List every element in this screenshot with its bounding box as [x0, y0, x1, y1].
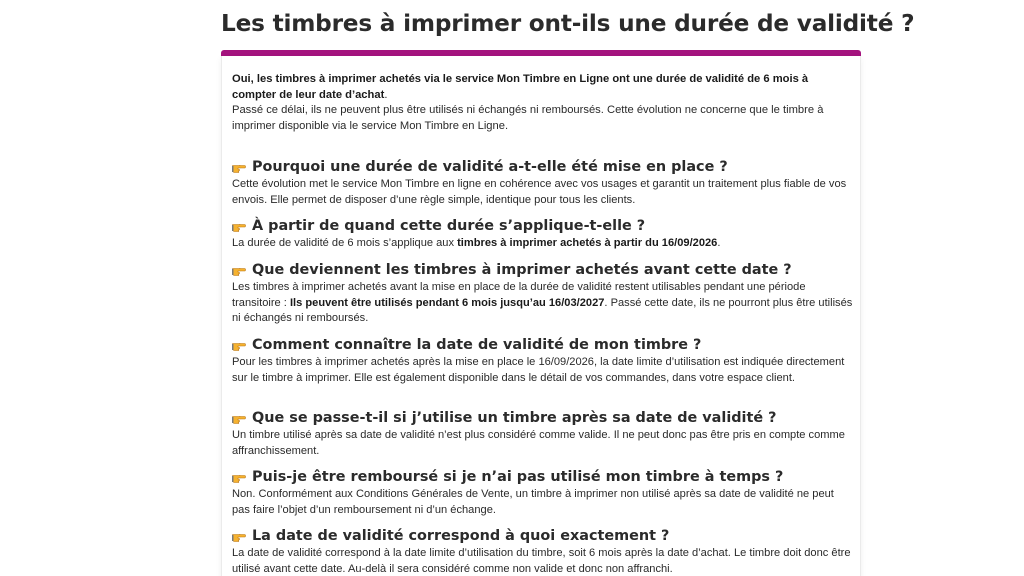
faq-answer-emphasis: Ils peuvent être utilisés pendant 6 mois jusqu’au 16/03/2027 [289, 296, 605, 309]
faq-item [232, 217, 854, 252]
pointing-hand-icon [232, 161, 246, 173]
faq-answer-emphasis: timbres à imprimer achetés à partir du 16/09/2026 [457, 237, 718, 249]
intro-body: Passé ce délai, ils ne peuvent plus être utilisés ni échangés ni remboursés. Cette évolution ne concerne que le timbre à imprimer disponible via le service Mon Timbre en Ligne. [232, 104, 824, 132]
faq-question [232, 261, 854, 279]
faq-answer [232, 355, 854, 386]
faq-answer-text: Pour les timbres à imprimer achetés après la mise en place le 16/09/2026, la date limite d’utilisation est indiquée directement sur le timbre à imprimer. Elle est également disponible dans le détail de vos commandes, dans votre espace client. [232, 356, 845, 384]
intro-lead: Oui, les timbres à imprimer achetés via le service Mon Timbre en Ligne ont une durée de validité de 6 mois à compter de leur date d’achat [232, 73, 809, 101]
faq-question-text: Que se passe-t-il si j’utilise un timbre après sa date de validité ? [252, 410, 777, 426]
faq-item [232, 261, 854, 327]
faq-answer-text: La date de validité correspond à la date limite d’utilisation du timbre, soit 6 mois après la date d’achat. Le timbre doit donc être utilisé avant cette date. Au-delà il sera considéré comme non valide et donc non affranchi. [232, 547, 851, 575]
faq-answer-text: La durée de validité de 6 mois s’applique aux [232, 237, 458, 249]
faq-answer-text-end: . [717, 237, 721, 249]
faq-answer-text: Non. Conformément aux Conditions Générales de Vente, un timbre à imprimer non utilisé après sa date de validité ne peut pas faire l’objet d’un remboursement ni d’un échange. [232, 488, 834, 516]
faq-question-text: À partir de quand cette durée s’applique-t-elle ? [252, 218, 646, 234]
faq-question-text: La date de validité correspond à quoi exactement ? [252, 528, 670, 544]
faq-question [232, 158, 854, 176]
pointing-hand-icon [232, 339, 246, 351]
pointing-hand-icon [232, 412, 246, 424]
faq-answer-text-end: . Passé cette date, ils ne pourront plus être utilisés ni échangés ni remboursés. [232, 296, 853, 325]
faq-answer-text: Cette évolution met le service Mon Timbre en ligne en cohérence avec vos usages et garantit un traitement plus fiable de vos envois. Elle permet de disposer d’une règle simple, identique pour tous les clients. [232, 178, 847, 206]
pointing-hand-icon [232, 264, 246, 276]
faq-item [232, 336, 854, 386]
faq-question-text: Que deviennent les timbres à imprimer achetés avant cette date ? [252, 262, 792, 278]
faq-question [232, 468, 854, 486]
faq-question [232, 527, 854, 545]
intro-paragraph [232, 72, 854, 134]
faq-question [232, 217, 854, 235]
intro [232, 72, 854, 134]
faq-item [232, 527, 854, 576]
faq-answer [232, 428, 854, 459]
faq-answer [232, 177, 854, 208]
faq-question-text: Pourquoi une durée de validité a-t-elle été mise en place ? [252, 159, 728, 175]
faq-item [232, 409, 854, 459]
faq-question-text: Puis-je être remboursé si je n’ai pas utilisé mon timbre à temps ? [252, 469, 784, 485]
faq-card [221, 56, 861, 576]
faq-question [232, 336, 854, 354]
faq-question-text: Comment connaître la date de validité de mon timbre ? [252, 337, 702, 353]
faq-answer [232, 236, 854, 252]
pointing-hand-icon [232, 471, 246, 483]
faq-answer-text: Un timbre utilisé après sa date de validité n’est plus considéré comme valide. Il ne peut donc pas être pris en compte comme affranchissement. [232, 429, 845, 457]
pointing-hand-icon [232, 220, 246, 232]
faq-answer [232, 487, 854, 518]
faq-item [232, 158, 854, 208]
faq-answer [232, 546, 854, 576]
pointing-hand-icon [232, 530, 246, 542]
faq-question [232, 409, 854, 427]
faq-answer [232, 280, 854, 327]
faq-item [232, 468, 854, 518]
faq-answer-text: Les timbres à imprimer achetés avant la mise en place de la durée de validité restent utilisables pendant une période transitoire : [232, 281, 806, 309]
page-title: Les timbres à imprimer ont-ils une durée de validité ? [221, 10, 915, 37]
intro-lead-end: . [384, 88, 388, 101]
